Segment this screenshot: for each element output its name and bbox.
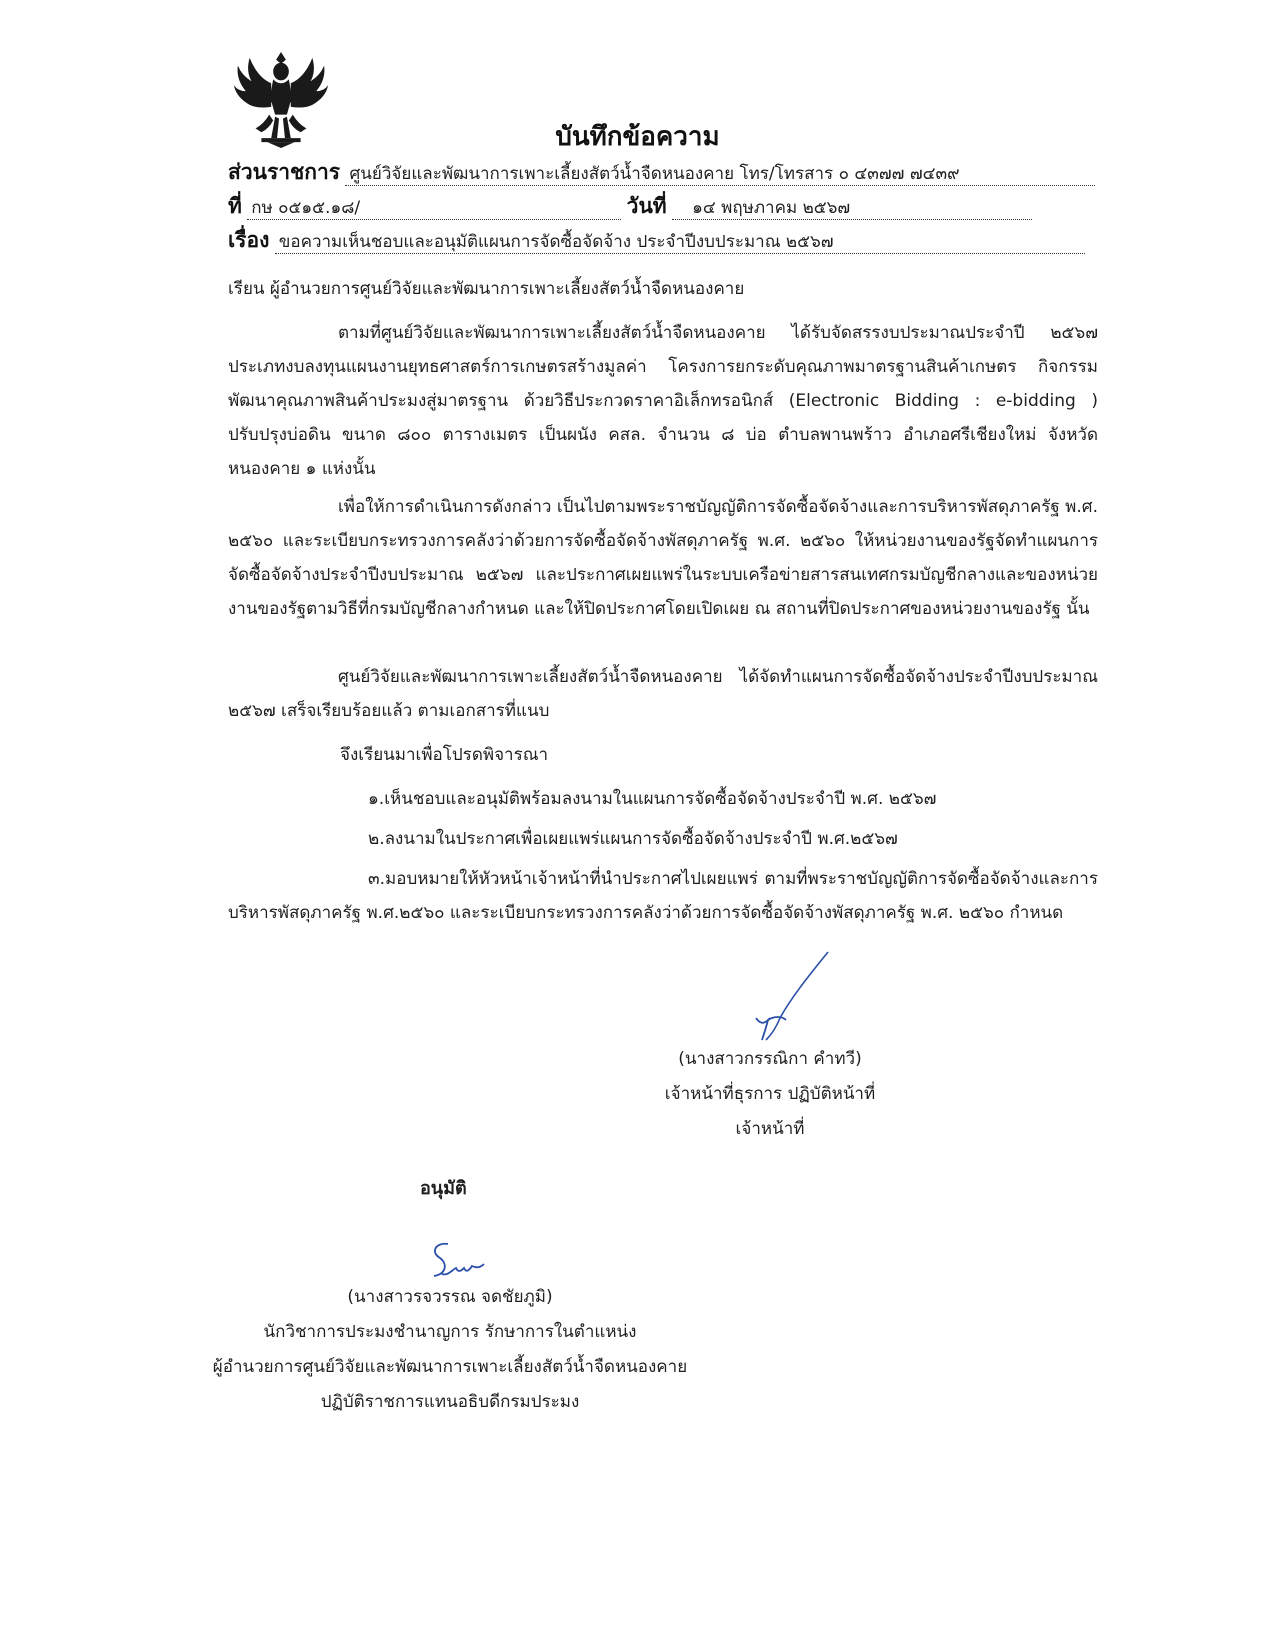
subject-value: ขอความเห็นชอบและอนุมัติแผนการจัดซื้อจัดจ้าง ประจำปีงบประมาณ ๒๕๖๗ <box>275 231 1085 254</box>
approver-position-3: ปฏิบัติราชการแทนอธิบดีกรมประมง <box>320 1392 580 1412</box>
signer-1-block <box>640 1042 900 1147</box>
approver-name: (นางสาวรจวรรณ จดชัยภูมิ) <box>347 1287 553 1307</box>
item-2: ๒.ลงนามในประกาศเพื่อเผยแพร่แผนการจัดซื้อจัดจ้างประจำปี พ.ศ.๒๕๖๗ <box>368 829 898 849</box>
signer-1-name: (นางสาวกรรณิกา คำทวี) <box>678 1049 862 1069</box>
signature-2-icon <box>426 1238 496 1284</box>
department-value: ศูนย์วิจัยและพัฒนาการเพาะเลี้ยงสัตว์น้ำจืดหนองคาย โทร/โทรสาร ๐ ๔๓๗๗ ๗๔๓๙ <box>345 163 1095 186</box>
department-row <box>228 156 1095 186</box>
approver-position-2: ผู้อำนวยการศูนย์วิจัยและพัฒนาการเพาะเลี้ยงสัตว์น้ำจืดหนองคาย <box>212 1357 688 1377</box>
approver-position-1: นักวิชาการประมงชำนาญการ รักษาการในตำแหน่ง <box>263 1322 637 1342</box>
approver-block <box>200 1280 700 1420</box>
addressee: เรียน ผู้อำนวยการศูนย์วิจัยและพัฒนาการเพาะเลี้ยงสัตว์น้ำจืดหนองคาย <box>228 279 745 299</box>
paragraph-3: ศูนย์วิจัยและพัฒนาการเพาะเลี้ยงสัตว์น้ำจืดหนองคาย ได้จัดทำแผนการจัดซื้อจัดจ้างประจำปีงบประมาณ ๒๕๖๗ เสร็จเรียบร้อยแล้ว ตามเอกสารที่แนบ <box>228 667 1098 721</box>
date-label: วันที่ <box>626 194 667 218</box>
paragraph-2: เพื่อให้การดำเนินการดังกล่าว เป็นไปตามพระราชบัญญัติการจัดซื้อจัดจ้างและการบริหารพัสดุภาครัฐ พ.ศ. ๒๕๖๐ และระเบียบกระทรวงการคลังว่าด้วยการจัดซื้อจัดจ้างพัสดุภาครัฐ พ.ศ. ๒๕๖๐ ให้หน่วยงานของรัฐจัดทำแผนการจัดซื้อจัดจ้างประจำปีงบประมาณ ๒๕๖๗ และประกาศเผยแพร่ในระบบเครือข่ายสารสนเทศกรมบัญชีกลางและของหน่วยงานของรัฐตามวิธีที่กรมบัญชีกลางกำหนด และให้ปิดประกาศโดยเปิดเผย ณ สถานที่ปิดประกาศของหน่วยงานของรัฐ นั้น <box>228 497 1098 619</box>
date-value: ๑๔ พฤษภาคม ๒๕๖๗ <box>672 197 1032 220</box>
memo-title: บันทึกข้อความ <box>555 122 720 152</box>
subject-label: เรื่อง <box>228 228 270 252</box>
subject-row <box>228 224 1085 254</box>
paragraph-1: ตามที่ศูนย์วิจัยและพัฒนาการเพาะเลี้ยงสัตว์น้ำจืดหนองคาย ได้รับจัดสรรงบประมาณประจำปี ๒๕๖๗ ประเภทงบลงทุนแผนงานยุทธศาสตร์การเกษตรสร้างมูลค่า โครงการยกระดับคุณภาพมาตรฐานสินค้าเกษตร กิจกรรมพัฒนาคุณภาพสินค้าประมงสู่มาตรฐาน ด้วยวิธีประกวดราคาอิเล็กทรอนิกส์ (Electronic Bidding : e-bidding ) ปรับปรุงบ่อดิน ขนาด ๘๐๐ ตารางเมตร เป็นผนัง คสล. จำนวน ๘ บ่อ ตำบลพานพร้าว อำเภอศรีเชียงใหม่ จังหวัดหนองคาย ๑ แห่งนั้น <box>228 323 1098 479</box>
reference-value: กษ ๐๕๑๕.๑๘/ <box>247 197 621 220</box>
reference-date-row <box>228 190 1032 220</box>
reference-label: ที่ <box>228 194 242 218</box>
item-3: ๓.มอบหมายให้หัวหน้าเจ้าหน้าที่นำประกาศไปเผยแพร่ ตามที่พระราชบัญญัติการจัดซื้อจัดจ้างและการบริหารพัสดุภาครัฐ พ.ศ.๒๕๖๐ และระเบียบกระทรวงการคลังว่าด้วยการจัดซื้อจัดจ้างพัสดุภาครัฐ พ.ศ. ๒๕๖๐ กำหนด <box>228 869 1098 923</box>
approval-label: อนุมัติ <box>420 1178 467 1199</box>
item-1: ๑.เห็นชอบและอนุมัติพร้อมลงนามในแผนการจัดซื้อจัดจ้างประจำปี พ.ศ. ๒๕๖๗ <box>368 789 937 809</box>
signer-1-position-2: เจ้าหน้าที่ <box>735 1119 805 1139</box>
signature-1-icon <box>748 948 838 1048</box>
request-line: จึงเรียนมาเพื่อโปรดพิจารณา <box>340 745 549 765</box>
signer-1-position-1: เจ้าหน้าที่ธุรการ ปฏิบัติหน้าที่ <box>664 1084 876 1104</box>
department-label: ส่วนราชการ <box>228 160 341 184</box>
